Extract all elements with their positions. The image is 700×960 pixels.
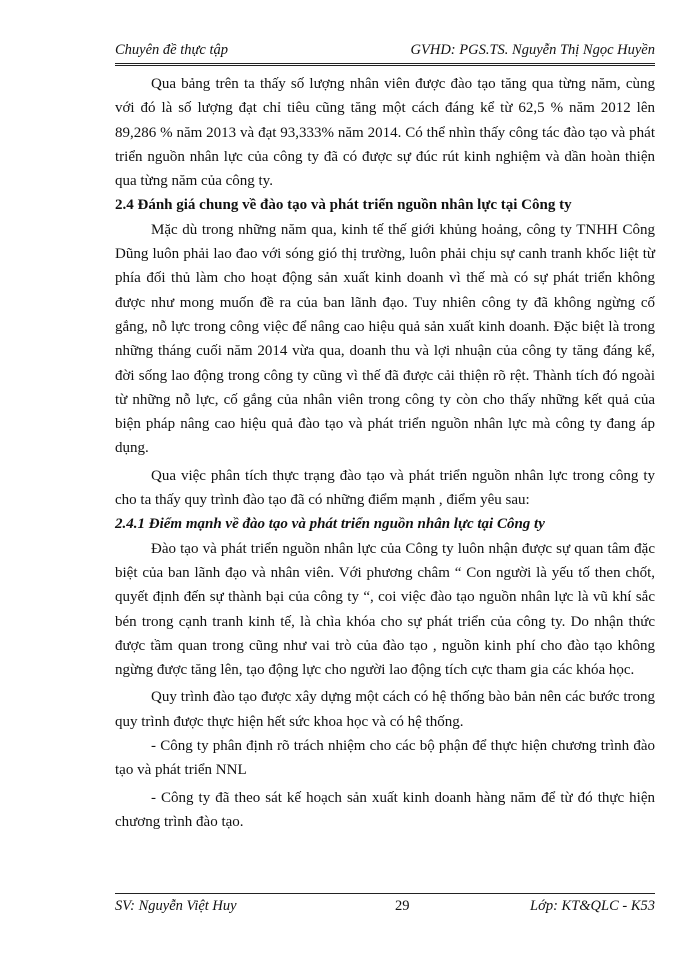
paragraph-analysis-intro: Qua việc phân tích thực trạng đào tạo và phát triển nguồn nhân lực trong công ty cho ta thấy quy trình đào tạo đã có những điểm mạnh , điểm yêu sau: (115, 467, 655, 509)
header-supervisor: GVHD: PGS.TS. Nguyễn Thị Ngọc Huyền (410, 42, 655, 58)
page-body (115, 72, 655, 834)
header-report-title: Chuyên đề thực tập (115, 42, 229, 58)
page-number: 29 (395, 898, 410, 914)
paragraph-training-process: Quy trình đào tạo được xây dựng một cách có hệ thống bào bản nên các bước trong quy trình được thực hiện hết sức khoa học và có hệ thống. (115, 689, 655, 730)
section-heading-2-4-1: 2.4.1 Điểm mạnh về đào tạo và phát triển nguồn nhân lực tại Công ty (115, 516, 545, 533)
bullet-business-plan: - Công ty đã theo sát kế hoạch sản xuất kinh doanh hàng năm để từ đó thực hiện chương trình đào tạo. (115, 789, 655, 830)
footer-class: Lớp: KT&QLC - K53 (530, 898, 655, 914)
header-rule (115, 63, 655, 66)
footer-student-name: SV: Nguyễn Việt Huy (115, 898, 237, 914)
paragraph-training-stats: Qua bảng trên ta thấy số lượng nhân viên được đào tạo tăng qua từng năm, cùng với đó là số lượng đạt chỉ tiêu cũng tăng một cách đáng kể từ 62,5 % năm 2012 lên 89,286 % năm 2013 và đạt 93,333% năm 2014. Có thể nhìn thấy công tác đào tạo và phát triển nguồn nhân lực của công ty đã có được sự đúc rút kinh nghiệm và dần hoàn thiện qua từng năm của công ty. (115, 76, 655, 190)
section-heading-2-4: 2.4 Đánh giá chung về đào tạo và phát triển nguồn nhân lực tại Công ty (115, 197, 572, 214)
page-header (115, 42, 655, 64)
page-footer (115, 898, 655, 918)
bullet-responsibility: - Công ty phân định rõ trách nhiệm cho các bộ phận để thực hiện chương trình đào tạo và phát triển NNL (115, 738, 655, 779)
paragraph-general-assessment: Mặc dù trong những năm qua, kinh tế thế giới khủng hoảng, công ty TNHH Công Dũng luôn phải lao đao với sóng gió thị trường, luôn phải chịu sự canh tranh khốc liệt từ phía đối thủ làm cho hoạt động sản xuất kinh doanh vì thế mà có sự phát triển không được như mong muốn đề ra của ban lãnh đạo. Tuy nhiên công ty đã không ngừng cố gắng, nỗ lực trong công việc để nâng cao hiệu quả sản xuất kinh doanh. Đặc biệt là trong những tháng cuối năm 2014 vừa qua, doanh thu và lợi nhuận của công ty tăng đáng kể, đời sống lao động trong công ty cũng vì thế đã được cải thiện rõ rệt. Thành tích đó ngoài từ những nỗ lực, cố gắng của nhân viên trong công ty còn cho thấy những kết quả của biện pháp nâng cao hiệu quả đào tạo và phát triển nguồn nhân lực mà công ty đang áp dụng. (115, 221, 655, 457)
paragraph-strengths: Đào tạo và phát triển nguồn nhân lực của Công ty luôn nhận được sự quan tâm đặc biệt của ban lãnh đạo và nhân viên. Với phương châm “ Con người là yếu tố then chốt, quyết định đến sự thành bại của công ty “, coi việc đào tạo nguồn nhân lực là vũ khí sắc bén trong cạnh tranh kinh tế, là chìa khóa cho sự phát triển của công ty. Do nhận thức được tầm quan trong cũng như vai trò của đào tạo , nguồn kinh phí cho đào tạo không ngừng được tăng lên, tạo động lực cho người lao động tích cực tham gia các khóa học. (115, 540, 655, 679)
footer-rule (115, 893, 655, 894)
